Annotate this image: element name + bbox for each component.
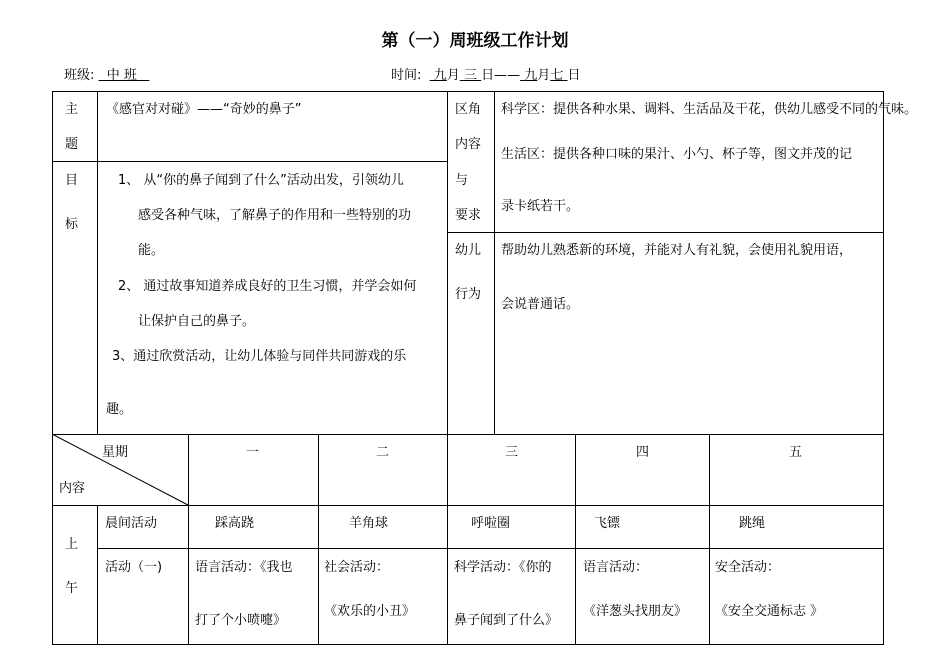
class-value: 中 班 bbox=[106, 68, 137, 83]
cell-wed: 科学活动：《你的 bbox=[454, 560, 552, 575]
plan-title: 第（一）周班级工作计划 bbox=[381, 31, 569, 51]
table-line bbox=[97, 91, 98, 435]
day-header-wed: 三 bbox=[505, 445, 519, 460]
cell-wed: 鼻子闻到了什么》 bbox=[454, 613, 559, 628]
end-day: 七 bbox=[550, 68, 564, 83]
table-line bbox=[318, 434, 319, 645]
cell-thu: 飞镖 bbox=[594, 516, 621, 531]
table-line bbox=[447, 232, 884, 233]
areas-label-2: 内容 bbox=[455, 137, 482, 152]
goals-label-1: 目 bbox=[65, 173, 79, 188]
table-line bbox=[575, 434, 576, 645]
cell-tue: 羊角球 bbox=[349, 516, 389, 531]
time-field bbox=[391, 64, 580, 83]
area-line: 生活区：提供各种口味的果汁、小勺、杯子等，图文并茂的记 bbox=[501, 147, 853, 162]
cell-wed: 呼啦圈 bbox=[471, 516, 511, 531]
end-month: 九 bbox=[524, 68, 538, 83]
table-border-top bbox=[52, 91, 884, 92]
goal-line: 2、 通过故事知道养成良好的卫生习惯，并学会如何 bbox=[118, 279, 417, 294]
start-month: 九 bbox=[433, 68, 447, 83]
areas-label-3: 与 bbox=[455, 173, 469, 188]
end-month-char: 月 bbox=[537, 68, 551, 83]
theme-value: 《感官对对碰》——“奇妙的鼻子” bbox=[106, 102, 302, 117]
theme-label-2: 题 bbox=[65, 137, 79, 152]
area-line: 科学区：提供各种水果、调料、生活品及干花，供幼儿感受不同的气味。 bbox=[501, 102, 918, 117]
day-header-tue: 二 bbox=[376, 445, 390, 460]
cell-thu: 《洋葱头找朋友》 bbox=[583, 604, 688, 619]
goal-line: 趣。 bbox=[106, 402, 133, 417]
area-line: 录卡纸若干。 bbox=[501, 199, 580, 214]
table-line bbox=[494, 91, 495, 435]
day-header-fri: 五 bbox=[789, 445, 803, 460]
class-label: 班级: bbox=[64, 68, 95, 83]
goal-line: 1、 从“你的鼻子闻到了什么”活动出发，引领幼儿 bbox=[118, 173, 404, 188]
day-header-mon: 一 bbox=[246, 445, 260, 460]
time-label: 时间: bbox=[391, 68, 422, 83]
table-border-left bbox=[52, 91, 53, 645]
behavior-label-1: 幼儿 bbox=[455, 243, 482, 258]
row-label-activity-one: 活动（一) bbox=[105, 560, 163, 575]
areas-label-1: 区角 bbox=[455, 102, 482, 117]
behavior-line: 帮助幼儿熟悉新的环境，并能对人有礼貌，会使用礼貌用语， bbox=[501, 243, 853, 258]
date-separator: 日—— bbox=[481, 68, 521, 83]
cell-fri: 安全活动： bbox=[715, 560, 781, 575]
goal-line: 感受各种气味，了解鼻子的作用和一些特别的功 bbox=[138, 208, 412, 223]
table-line bbox=[447, 91, 448, 435]
table-line bbox=[97, 505, 98, 645]
goal-line: 让保护自己的鼻子。 bbox=[138, 314, 256, 329]
theme-label-1: 主 bbox=[65, 102, 79, 117]
cell-thu: 语言活动： bbox=[583, 560, 649, 575]
row-label-morning-exercise: 晨间活动 bbox=[105, 516, 158, 531]
areas-label-4: 要求 bbox=[455, 208, 482, 223]
table-line bbox=[709, 434, 710, 645]
day-header-thu: 四 bbox=[636, 445, 650, 460]
morning-label-1: 上 bbox=[65, 537, 79, 552]
start-month-char: 月 bbox=[446, 68, 460, 83]
table-line bbox=[447, 434, 448, 645]
cell-mon: 打了个小喷嚏》 bbox=[195, 613, 287, 628]
start-day: 三 bbox=[463, 68, 477, 83]
cell-tue: 社会活动： bbox=[324, 560, 390, 575]
behavior-line: 会说普通话。 bbox=[501, 297, 580, 312]
table-line bbox=[52, 161, 447, 162]
table-border-right bbox=[883, 91, 884, 645]
content-label: 内容 bbox=[59, 481, 86, 496]
cell-tue: 《欢乐的小丑》 bbox=[324, 604, 416, 619]
goal-line: 3、通过欣赏活动，让幼儿体验与同伴共同游戏的乐 bbox=[112, 349, 407, 364]
class-field bbox=[64, 64, 149, 83]
weekday-label: 星期 bbox=[102, 445, 129, 460]
table-line bbox=[97, 548, 884, 549]
behavior-label-2: 行为 bbox=[455, 287, 482, 302]
cell-fri: 跳绳 bbox=[739, 516, 766, 531]
cell-mon: 踩高跷 bbox=[215, 516, 255, 531]
goal-line: 能。 bbox=[138, 243, 165, 258]
cell-mon: 语言活动：《我也 bbox=[195, 560, 293, 575]
goals-label-2: 标 bbox=[65, 217, 79, 232]
cell-fri: 《安全交通标志 》 bbox=[715, 604, 824, 619]
end-day-char: 日 bbox=[567, 68, 581, 83]
table-border-bottom bbox=[52, 644, 884, 645]
morning-label-2: 午 bbox=[65, 581, 79, 596]
